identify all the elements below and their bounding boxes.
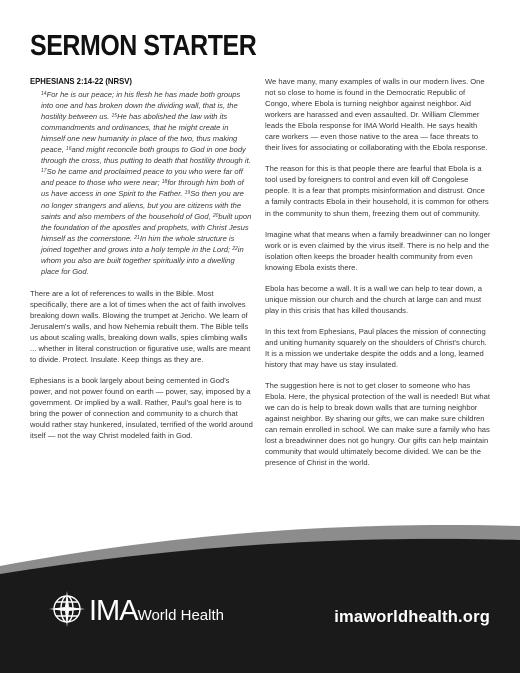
left-column: [30, 76, 253, 451]
verse-number: 22: [232, 245, 238, 252]
globe-compass-icon: [48, 590, 86, 628]
scripture-reference: EPHESIANS 2:14-22 (NRSV): [30, 76, 132, 86]
verse-text: and might reconcile both groups to God in one body through the cross, thus putting to death that hostility through it.: [41, 145, 251, 166]
right-column: [265, 76, 491, 478]
body-paragraph: Ebola has become a wall. It is a wall we can help to tear down, a unique mission our church and the church at large can and must play in this crisis that has killed thousands.: [265, 283, 482, 315]
verse-number: 16: [65, 146, 72, 153]
body-paragraph: The reason for this is that people there are fearful that Ebola is a tool used by foreigners to control and even kill off Congolese people. It is a fear that prompts misinformation and distrust. Once a family contracts Ebola in their household, it is common for others in the community to shun them, freezing them out of community.: [265, 164, 489, 218]
verse-number: 21: [134, 234, 140, 241]
scripture-passage: [30, 89, 253, 277]
verse-text: For he is our peace; in his flesh he has made both groups into one and has broken down the dividing wall, that is, the hostility between us.: [41, 90, 241, 122]
body-paragraph: We have many, many examples of walls in our modern lives. One not so close to home is found in the Democratic Republic of Congo, where Ebola is turning neighbor against neighbor. Aid workers are harassed and even assaulted. Dr. William Clemmer leads the Ebola response for IMA World Health. He says health care workers — even those native to the area — face threats to their lives for associating or collaborating with the Ebola response.: [265, 77, 488, 153]
body-paragraph: Imagine what that means when a family breadwinner can no longer work or is even claimed by the virus itself. There is no help and the isolation often keeps the broader health community from even knowing Ebola exists there.: [265, 229, 491, 272]
verse-text: He has abolished the law with its commandments and ordinances, that he might create in himself one new humanity in place of the two, thus making peace,: [41, 112, 238, 155]
ima-logo: [89, 595, 224, 628]
body-paragraph: There are a lot of references to walls in the Bible. Most specifically, there are a lot of times when the act of faith involves breaking down walls. Blowing the trumpet at Jericho. We learn of Jerusalem's walls, and how Nehemia rebuilt them. The Bible tells us about scaling walls, breaking down walls, spies climbing walls ... whether in literal construction or figurative use, walls are meant to divide. Protect. Insulate. Keep things as they are.: [30, 288, 251, 365]
logo-world-health-text: World Health: [137, 607, 224, 624]
verse-text: So then you are no longer strangers and aliens, but you are citizens with the saints and also members of the household of God,: [41, 189, 244, 221]
verse-text: built upon the foundation of the apostles and prophets, with Christ Jesus himself as the cornerstone.: [41, 211, 252, 243]
verse-number: 14: [41, 91, 47, 98]
website-url: imaworldhealth.org: [334, 608, 490, 626]
page-title: SERMON STARTER: [30, 30, 257, 62]
verse-number: 17: [41, 168, 47, 175]
verse-text: So he came and proclaimed peace to you who were far off and peace to those who were near;: [41, 167, 243, 188]
verse-number: 15: [111, 113, 118, 120]
body-paragraph: In this text from Ephesians, Paul places the mission of connecting and uniting humanity squarely on the shoulders of Christ's church. It is a mission we undertake despite the odds and a long, learned history that may have us stay insulated.: [265, 326, 487, 370]
verse-number: 20: [212, 212, 219, 219]
verse-number: 18: [161, 179, 168, 186]
body-paragraph: The suggestion here is not to get closer to someone who has Ebola. Here, the physical protection of the wall is needed! But what we can do is help to break down walls that are turning neighbor against neighbor. By sharing our gifts, we can make sure children can remain enrolled in school. We can make sure a family who has lost a breadwinner does not go hungry. Our gifts can help maintain community that would ultimately become divided. We can be the presence of Christ in the world.: [265, 381, 490, 468]
verse-number: 19: [184, 190, 191, 197]
verse-text: in whom you also are built together spiritually into a dwelling place for God.: [41, 244, 244, 276]
logo-ima-text: IMA: [89, 595, 138, 627]
body-paragraph: Ephesians is a book largely about being cemented in God's power, and not power found on earth — power, say, imposed by a government. Or implied by a wall. Rather, Paul's goal here is to bring the power of connection and community to a church that would rather stay hunkered, insulated, terrified of the world around itself — not the way Christ modeled faith in God.: [30, 376, 253, 441]
verse-text: for through him both of us have access in one Spirit to the Father.: [41, 178, 244, 199]
verse-text: In him the whole structure is joined together and grows into a holy temple in the Lord;: [41, 233, 235, 254]
